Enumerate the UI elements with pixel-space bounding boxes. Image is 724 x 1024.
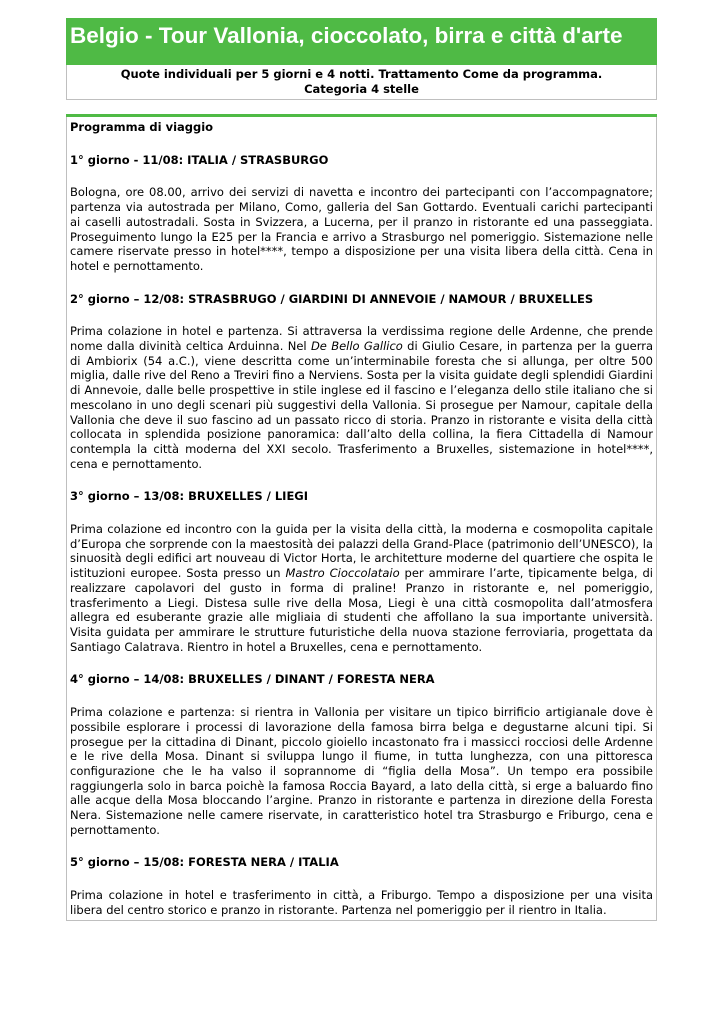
day-description (70, 888, 653, 917)
document-page (66, 18, 657, 921)
day-heading: 5° giorno – 15/08: FORESTA NERA / ITALIA (70, 855, 339, 870)
quote-info-line: Quote individuali per 5 giorni e 4 notti. Trattamento Come da programma. (120, 67, 603, 81)
italic-title: De Bello Gallico (310, 339, 403, 354)
description-text: Bologna, ore 08.00, arrivo dei servizi di navetta e incontro dei partecipanti con l’accompagnatore; partenza via autostrada per Milano, Como, galleria del San Gottardo. Eventuali carichi partecipanti ai caselli autostradali. Sosta in Svizzera, a Lucerna, per il pranzo in ristorante ed una passeggiata. Proseguimento lungo la E25 per la Francia e arrivo a Strasburgo nel pomeriggio. Sistemazione nelle camere riservate presso in hotel****, tempo a disposizione per una visita libera della città. Cena in hotel e pernottamento. (70, 185, 653, 273)
description-text: Prima colazione e partenza: si rientra in Vallonia per visitare un tipico birrificio artigianale dove è possibile esplorare i processi di lavorazione della famosa birra belga e degustarne alcuni tipi. Si prosegue per la cittadina di Dinant, piccolo gioiello incastonato fra i massicci rocciosi delle Ardenne e le rive della Mosa. Dinant si sviluppa lungo il fiume, in tutta lunghezza, con una pittoresca configurazione che le ha valso il soprannome di “figlia della Mosa”. Un tempo era possibile raggiungerla solo in barca poichè la famosa Roccia Bayard, a lato della città, si erge a baluardo fino alle acque della Mosa bloccando l’argine. Pranzo in ristorante e partenza in direzione della Foresta Nera. Sistemazione nelle camere riservate, in caratteristico hotel tra Strasburgo e Friburgo, cena e pernottamento. (70, 705, 653, 837)
day-description (70, 522, 653, 654)
program-section (66, 117, 657, 921)
day-heading: 4° giorno – 14/08: BRUXELLES / DINANT / FORESTA NERA (70, 672, 435, 687)
day-heading: 3° giorno – 13/08: BRUXELLES / LIEGI (70, 489, 309, 504)
category-line: Categoria 4 stelle (304, 82, 419, 96)
description-text: Prima colazione ed incontro con la guida per la visita della città, la moderna e cosmopolita capitale d’Europa che sorprende con la maestosità dei palazzi della Grand-Place (patrimonio dell’UNESCO), la sinuosità degli edifici art nouveau di Victor Horta, le architetture moderne del quartiere che ospita le istituzioni europee. Sosta presso un (70, 522, 653, 581)
day-heading: 1° giorno - 11/08: ITALIA / STRASBURGO (70, 152, 329, 167)
description-text: di Giulio Cesare, in partenza per la guerra di Ambiorix (54 a.C.), viene descritta come un’interminabile foresta che si allunga, per oltre 500 miglia, dalle rive del Reno a Treviri fino a Nerviens. Sosta per la visita guidate degli splendidi Giardini di Annevoie, dalle belle prospettive in stile inglese ed il fascino e l’eleganza dello stile italiano che si mescolano in uno degli scenari più suggestivi della Vallonia. Si prosegue per Namour, capitale della Vallonia che deve il suo fascino ad un passato ricco di storia. Pranzo in ristorante e visita della città collocata in splendida posizione panoramica: dall’alto della collina, la fiera Cittadella di Namour contempla la città moderna del XXI secolo. Trasferimento a Bruxelles, sistemazione in hotel****, cena e pernottamento. (70, 339, 654, 471)
description-text: Prima colazione in hotel e partenza. Si attraversa la verdissima regione delle Ardenne, che prende nome dalla divinità celtica Arduinna. Nel (70, 324, 653, 354)
day-description (70, 324, 653, 471)
day-description (70, 705, 653, 837)
day-heading: 2° giorno – 12/08: STRASBRUGO / GIARDINI DI ANNEVOIE / NAMOUR / BRUXELLES (70, 291, 594, 306)
day-list (70, 153, 653, 918)
quote-info-box (66, 65, 657, 100)
day-description (70, 185, 653, 273)
description-text: per ammirare l’arte, tipicamente belga, di realizzare capolavori del gusto in forma di praline! Pranzo in ristorante e, nel pomeriggio, trasferimento a Liegi. Distesa sulle rive della Mosa, Liegi è una città cosmopolita dall’atmosfera allegra ed esuberante grazie alle migliaia di studenti che affollano la sua importante università. Visita guidata per ammirare le strutture futuristiche della nuova stazione ferroviaria, progettata da Santiago Calatrava. Rientro in hotel a Bruxelles, cena e pernottamento. (70, 566, 653, 654)
italic-title: Mastro Cioccolataio (285, 566, 400, 581)
description-text: Prima colazione in hotel e trasferimento in città, a Friburgo. Tempo a disposizione per una visita libera del centro storico e pranzo in ristorante. Partenza nel pomeriggio per il rientro in Italia. (70, 888, 653, 917)
program-heading: Programma di viaggio (70, 120, 214, 134)
page-title: Belgio - Tour Vallonia, cioccolato, birra e città d'arte (66, 18, 657, 65)
